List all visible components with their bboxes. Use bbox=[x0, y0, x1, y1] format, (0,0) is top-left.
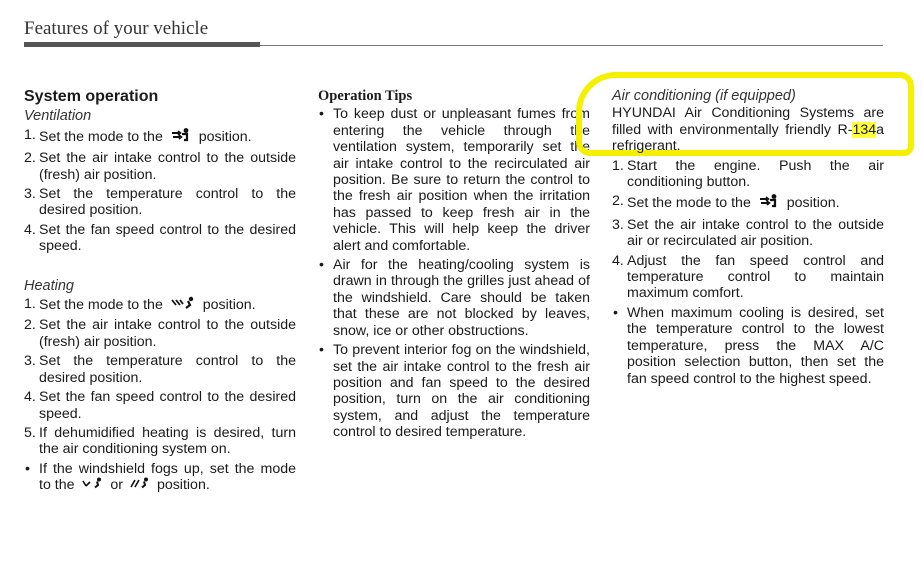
list-item: • To prevent interior fog on the windshield, set the air intake control to the fresh air position and fan speed to the desired position, turn on the air conditioning system, and adjust the temperature control to desired temperature. bbox=[319, 342, 590, 441]
face-vent-mode-icon bbox=[170, 127, 192, 147]
defrost-mode-icon bbox=[130, 477, 150, 493]
list-item: 1. Set the mode to the position. bbox=[24, 296, 256, 314]
heating-title: Heating bbox=[24, 277, 74, 294]
list-item: 2. Set the mode to the position. bbox=[612, 193, 884, 213]
ac-description: HYUNDAI Air Conditioning Systems are filled with environmentally friendly R-134a refrigerant. bbox=[612, 105, 884, 155]
floor-defrost-mode-icon bbox=[81, 477, 103, 493]
tips-title: Operation Tips bbox=[318, 88, 413, 104]
column-operation-tips bbox=[318, 88, 590, 444]
list-item: 4. Set the fan speed control to the desired speed. bbox=[24, 221, 296, 255]
ac-title: Air conditioning (if equipped) bbox=[612, 88, 796, 104]
list-item: 3. Set the air intake control to the outside air or recirculated air position. bbox=[612, 216, 884, 250]
column-air-conditioning bbox=[612, 88, 884, 390]
list-item: 3. Set the temperature control to the desired position. bbox=[24, 353, 296, 386]
list-item: 1. Start the engine. Push the air conditioning button. bbox=[612, 157, 884, 191]
header-rule-thick bbox=[24, 42, 260, 47]
list-item: 3. Set the temperature control to the desired position. bbox=[24, 186, 296, 219]
list-item: • If the windshield fogs up, set the mode to the or position. bbox=[25, 460, 296, 494]
page-header-title: Features of your vehicle bbox=[24, 18, 209, 39]
list-item: 2. Set the air intake control to the outside (fresh) air position. bbox=[24, 150, 296, 183]
list-item: 4. Set the fan speed control to the desired speed. bbox=[24, 389, 296, 422]
list-item: • To keep dust or unpleasant fumes from entering the vehicle through the ventilation system, temporarily set the air intake control to the recirculated air position. Be sure to return the control to the fresh air position when the irritation has passed to keep fresh air in the vehicle. This will help keep the driver alert and comfortable. bbox=[319, 106, 590, 254]
list-item: 2. Set the air intake control to the outside (fresh) air position. bbox=[24, 317, 296, 350]
heating-list bbox=[24, 296, 296, 494]
floor-mode-icon bbox=[170, 296, 196, 314]
section-title: System operation bbox=[24, 88, 159, 105]
list-item: 1. Set the mode to the position. bbox=[24, 127, 296, 147]
list-item: • When maximum cooling is desired, set the temperature control to the lowest temperature, press the MAX A/C position selection button, then set the fan speed control to the highest speed. bbox=[613, 304, 884, 387]
column-system-operation bbox=[24, 88, 296, 497]
face-vent-mode-icon bbox=[758, 193, 780, 213]
ventilation-title: Ventilation bbox=[24, 108, 92, 125]
ventilation-list bbox=[24, 127, 296, 255]
header-rule-thin bbox=[260, 45, 883, 46]
list-item: 4. Adjust the fan speed control and temperature control to maintain maximum comfort. bbox=[612, 252, 884, 302]
highlighted-text: 134 bbox=[852, 121, 877, 138]
list-item: • Air for the heating/cooling system is drawn in through the grilles just ahead of the windshield. Care should be taken that these are not blocked by leaves, snow, ice or other obstructions. bbox=[319, 257, 590, 339]
list-item: 5. If dehumidified heating is desired, turn the air conditioning system on. bbox=[24, 424, 296, 458]
